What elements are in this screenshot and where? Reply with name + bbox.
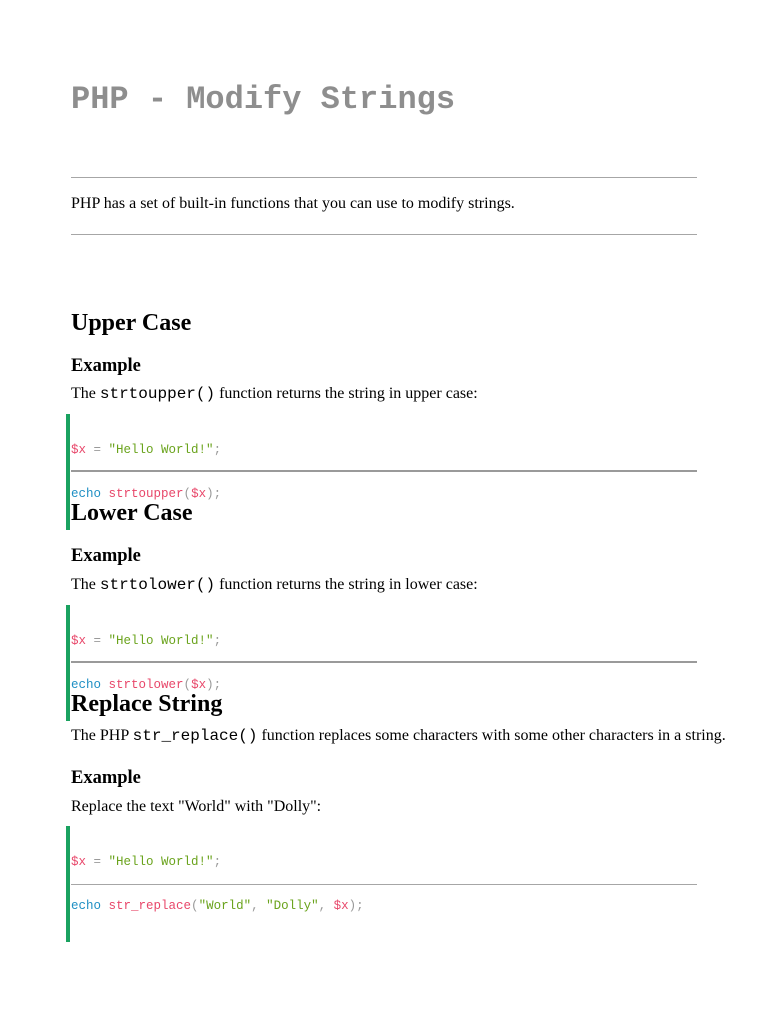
code-line	[71, 899, 371, 914]
inline-code: strtoupper()	[99, 385, 216, 403]
code-punctuation: );	[348, 898, 364, 913]
code-string: "Hello World!"	[108, 443, 214, 457]
code-punctuation: (	[191, 898, 199, 913]
section-divider	[71, 661, 697, 663]
divider	[71, 234, 697, 235]
code-variable: $x	[71, 443, 87, 457]
code-punctuation: (	[183, 677, 192, 692]
description-text: function replaces some characters with some other characters in a string.	[257, 727, 726, 744]
inline-code: strtolower()	[99, 576, 216, 594]
code-operator: =	[86, 634, 109, 648]
section-divider	[71, 470, 697, 472]
divider	[71, 884, 697, 885]
code-punctuation: ,	[251, 898, 267, 913]
section-heading-replace-string: Replace String	[71, 691, 223, 717]
code-punctuation: (	[183, 486, 192, 501]
code-punctuation: ,	[318, 898, 334, 913]
code-space	[101, 899, 109, 913]
section-heading-lower-case: Lower Case	[71, 500, 193, 526]
code-variable: $x	[333, 898, 349, 913]
section-description	[71, 575, 478, 595]
code-string: "Hello World!"	[108, 634, 214, 648]
code-variable: $x	[71, 855, 87, 869]
description-text: function returns the string in upper case:	[215, 385, 478, 402]
code-function: str_replace	[108, 898, 192, 913]
description-text: The PHP	[71, 727, 133, 744]
code-line	[71, 443, 371, 458]
code-variable: $x	[71, 634, 87, 648]
code-keyword: echo	[71, 677, 102, 692]
code-punctuation: ;	[213, 443, 222, 457]
code-punctuation: );	[206, 486, 222, 501]
code-operator: =	[86, 855, 109, 869]
example-heading: Example	[71, 546, 141, 566]
code-variable: $x	[191, 486, 207, 501]
code-line	[71, 855, 371, 870]
code-string: "Dolly"	[266, 898, 319, 913]
code-string: "Hello World!"	[108, 855, 214, 869]
example-heading: Example	[71, 356, 141, 376]
inline-code: str_replace()	[132, 727, 258, 745]
section-description	[71, 726, 726, 746]
description-text: function returns the string in lower case:	[215, 576, 478, 593]
page-title: PHP - Modify Strings	[71, 81, 456, 118]
code-function: strtoupper	[108, 486, 184, 501]
divider	[71, 177, 697, 178]
code-keyword: echo	[71, 486, 102, 501]
code-string: "World"	[198, 898, 252, 913]
code-line	[71, 634, 371, 649]
code-punctuation: );	[206, 677, 222, 692]
section-description	[71, 384, 478, 404]
example-description: Replace the text "World" with "Dolly":	[71, 798, 322, 815]
code-operator: =	[86, 443, 109, 457]
description-text: The	[71, 385, 100, 402]
description-text: The	[71, 576, 100, 593]
intro-text: PHP has a set of built-in functions that you can use to modify strings.	[71, 195, 515, 212]
code-keyword: echo	[71, 898, 102, 913]
code-punctuation: ;	[213, 634, 222, 648]
code-function: strtolower	[108, 677, 184, 692]
example-heading: Example	[71, 768, 141, 788]
code-punctuation: ;	[213, 855, 222, 869]
section-heading-upper-case: Upper Case	[71, 310, 192, 336]
code-variable: $x	[191, 677, 207, 692]
